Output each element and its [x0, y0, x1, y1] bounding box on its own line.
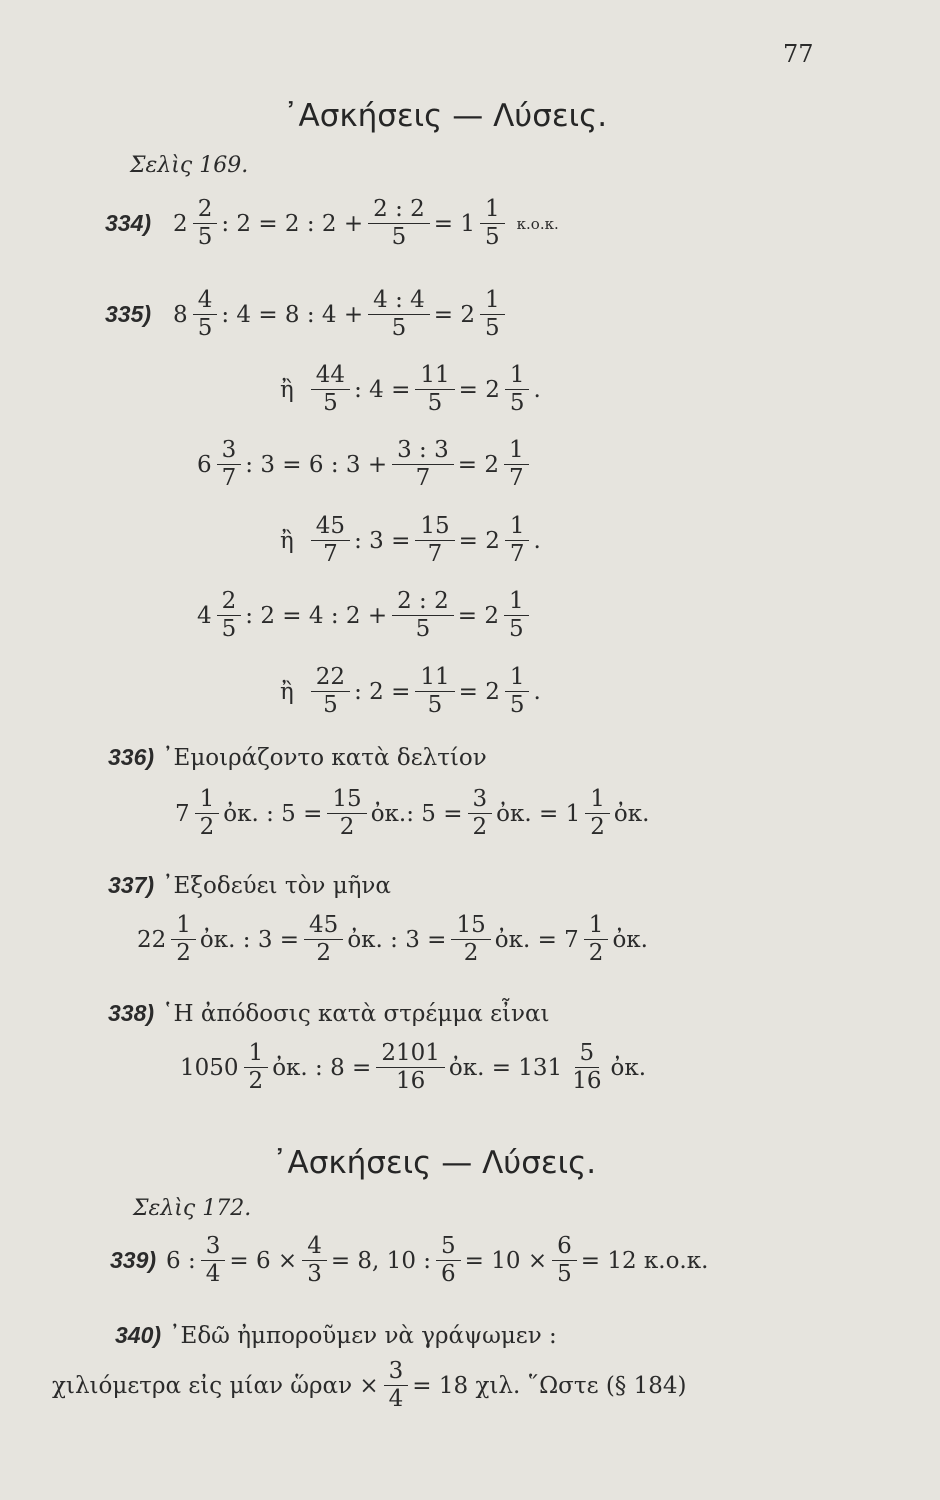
fraction	[368, 287, 430, 342]
fraction	[311, 362, 350, 417]
expression-text: : 2 = 4 : 2 +	[245, 602, 388, 629]
numerator: 1	[584, 912, 609, 940]
fraction	[195, 786, 220, 841]
whole-part: 2	[173, 210, 188, 237]
numerator: 1	[504, 588, 529, 616]
equation-335c	[197, 437, 533, 492]
denominator: 5	[485, 224, 500, 250]
fraction	[311, 664, 350, 719]
denominator: 7	[427, 541, 443, 567]
section-heading: ᾿Ασκήσεις — Λύσεις.	[272, 1145, 597, 1181]
page-number: 77	[783, 40, 814, 68]
numerator: 3 : 3	[392, 437, 454, 465]
numerator: 3	[217, 437, 242, 465]
expression-text: = 2	[457, 602, 499, 629]
numerator: 3	[468, 786, 493, 814]
fraction	[384, 1358, 409, 1413]
fraction	[451, 912, 490, 967]
fraction	[217, 588, 242, 643]
numerator: 1	[505, 513, 530, 541]
problem-number: 338)	[108, 1000, 155, 1026]
denominator: 2	[248, 1068, 264, 1094]
period: .	[533, 678, 541, 705]
equation-335b	[280, 362, 542, 417]
problem-text: ῾Η ἀπόδοσις κατὰ στρέμμα εἶναι	[162, 1000, 550, 1027]
fraction	[415, 513, 454, 568]
numerator: 1	[480, 287, 505, 315]
expression-text: χιλιόμετρα εἰς μίαν ὥραν ×	[52, 1372, 379, 1399]
denominator: 7	[509, 541, 525, 567]
fraction	[392, 437, 454, 492]
equation-337	[137, 912, 649, 967]
denominator: 5	[427, 390, 443, 416]
numerator: 2101	[376, 1040, 445, 1068]
or-word: ἢ	[280, 527, 294, 554]
numerator: 2 : 2	[392, 588, 454, 616]
numerator: 15	[327, 786, 366, 814]
denominator: 5	[509, 692, 525, 718]
numerator: 45	[311, 513, 350, 541]
expression-text: = 2	[458, 527, 500, 554]
numerator: 4	[302, 1233, 327, 1261]
numerator: 11	[415, 362, 454, 390]
section-heading: ᾿Ασκήσεις — Λύσεις.	[283, 98, 608, 134]
problem-text: ᾿Εμοιράζοντο κατὰ δελτίον	[162, 744, 487, 771]
fraction	[504, 588, 529, 643]
expression-text: : 2 =	[354, 678, 411, 705]
numerator: 2	[217, 588, 242, 616]
fraction	[505, 362, 530, 417]
numerator: 1	[585, 786, 610, 814]
denominator: 4	[388, 1386, 404, 1412]
denominator: 5	[391, 315, 407, 341]
numerator: 15	[451, 912, 490, 940]
problem-text: ᾿Εδῶ ἠμποροῦμεν νὰ γράψωμεν :	[169, 1322, 557, 1349]
numerator: 1	[505, 362, 530, 390]
fraction	[436, 1233, 461, 1288]
expression-text: ὀκ. : 3 =	[199, 926, 300, 953]
expression-text: = 1	[433, 210, 475, 237]
denominator: 5	[197, 224, 213, 250]
fraction	[584, 912, 609, 967]
expression-text: : 3 = 6 : 3 +	[245, 451, 388, 478]
fraction	[193, 196, 218, 251]
fraction	[392, 588, 454, 643]
expression-text: ὀκ. : 8 =	[272, 1054, 372, 1081]
expression-text: : 4 = 8 : 4 +	[221, 301, 364, 328]
expression-text: ὀκ.	[612, 926, 648, 953]
numerator: 5	[575, 1040, 600, 1068]
expression-text: = 2	[433, 301, 475, 328]
denominator: 7	[508, 465, 524, 491]
page-reference: Σελὶς 169.	[130, 153, 249, 178]
expression-text: = 2	[458, 376, 500, 403]
fraction	[585, 786, 610, 841]
numerator: 15	[415, 513, 454, 541]
fraction	[505, 664, 530, 719]
fraction	[193, 287, 218, 342]
equation-340	[52, 1358, 687, 1413]
equation-335d	[280, 513, 542, 568]
numerator: 1	[480, 196, 505, 224]
equation-338	[180, 1040, 647, 1095]
numerator: 4 : 4	[368, 287, 430, 315]
denominator: 2	[316, 940, 331, 966]
period: .	[533, 376, 541, 403]
numerator: 4	[193, 287, 218, 315]
denominator: 7	[221, 465, 237, 491]
denominator: 7	[323, 541, 338, 567]
expression-text: = 6 ×	[229, 1247, 298, 1274]
fraction	[480, 287, 505, 342]
etc-note: κ.ο.κ.	[516, 214, 559, 233]
denominator: 2	[588, 940, 604, 966]
problem-340-statement	[115, 1322, 557, 1349]
denominator: 5	[323, 692, 338, 718]
expression-text: = 8, 10 :	[330, 1247, 432, 1274]
expression-text: ὀκ. = 131	[448, 1054, 563, 1081]
whole-part: 6	[197, 451, 212, 478]
problem-number: 340)	[115, 1322, 162, 1348]
expression-text: ὀκ.: 5 =	[370, 800, 463, 827]
denominator: 2	[339, 814, 355, 840]
fraction	[468, 786, 493, 841]
denominator: 5	[391, 224, 407, 250]
expression-text: = 2	[458, 678, 500, 705]
equation-339	[110, 1233, 709, 1288]
denominator: 5	[323, 390, 338, 416]
numerator: 1	[244, 1040, 269, 1068]
whole-part: 8	[173, 301, 188, 328]
problem-336-statement	[108, 744, 487, 771]
equation-335e	[197, 588, 533, 643]
expression-text: ὀκ. : 3 =	[347, 926, 447, 953]
fraction	[327, 786, 366, 841]
problem-number: 335)	[105, 301, 152, 327]
denominator: 2	[199, 814, 215, 840]
fraction	[244, 1040, 269, 1095]
denominator: 6	[441, 1261, 456, 1287]
numerator: 11	[415, 664, 454, 692]
numerator: 1	[504, 437, 529, 465]
equation-336	[175, 786, 650, 841]
equation-334	[105, 196, 560, 251]
fraction	[304, 912, 343, 967]
expression-text: : 4 =	[354, 376, 411, 403]
numerator: 3	[384, 1358, 409, 1386]
numerator: 6	[552, 1233, 577, 1261]
expression-text: = 10 ×	[464, 1247, 548, 1274]
period: .	[533, 527, 541, 554]
numerator: 44	[311, 362, 350, 390]
or-word: ἢ	[280, 376, 294, 403]
problem-number: 336)	[108, 744, 155, 770]
denominator: 5	[415, 616, 431, 642]
problem-number: 334)	[105, 210, 152, 236]
fraction	[171, 912, 196, 967]
denominator: 3	[307, 1261, 322, 1287]
equation-335f	[280, 664, 542, 719]
expression-text: = 12 κ.ο.κ.	[580, 1247, 709, 1274]
denominator: 2	[590, 814, 605, 840]
denominator: 16	[395, 1068, 426, 1094]
denominator: 5	[427, 692, 443, 718]
problem-number: 337)	[108, 872, 155, 898]
expression-text: = 18 χιλ. ῞Ωστε (§ 184)	[412, 1372, 687, 1399]
whole-part: 4	[197, 602, 212, 629]
denominator: 5	[221, 616, 237, 642]
whole-part: 22	[137, 926, 167, 953]
numerator: 1	[195, 786, 220, 814]
denominator: 5	[197, 315, 213, 341]
denominator: 5	[509, 390, 525, 416]
numerator: 2	[193, 196, 218, 224]
whole-part: 1050	[180, 1054, 239, 1081]
expression-text: : 2 = 2 : 2 +	[221, 210, 364, 237]
expression-text: ὀκ. = 1	[496, 800, 581, 827]
denominator: 5	[508, 616, 524, 642]
problem-337-statement	[108, 872, 391, 899]
or-word: ἢ	[280, 678, 294, 705]
fraction	[201, 1233, 226, 1288]
denominator: 4	[205, 1261, 221, 1287]
expression-text: 6 :	[166, 1247, 196, 1274]
fraction	[415, 362, 454, 417]
fraction	[552, 1233, 577, 1288]
denominator: 5	[485, 315, 500, 341]
denominator: 2	[176, 940, 191, 966]
fraction	[217, 437, 242, 492]
denominator: 5	[557, 1261, 572, 1287]
numerator: 5	[436, 1233, 461, 1261]
expression-text: ὀκ. = 7	[494, 926, 579, 953]
denominator: 2	[472, 814, 488, 840]
problem-text: ᾿Εξοδεύει τὸν μῆνα	[162, 872, 391, 899]
denominator: 7	[415, 465, 431, 491]
fraction	[376, 1040, 445, 1095]
whole-part: 7	[175, 800, 190, 827]
problem-338-statement	[108, 1000, 550, 1027]
expression-text: ὀκ.	[610, 1054, 647, 1081]
numerator: 1	[171, 912, 196, 940]
fraction	[505, 513, 530, 568]
equation-335a	[105, 287, 509, 342]
expression-text: : 3 =	[354, 527, 411, 554]
expression-text: ὀκ. : 5 =	[223, 800, 323, 827]
numerator: 45	[304, 912, 343, 940]
denominator: 2	[463, 940, 479, 966]
expression-text: ὀκ.	[613, 800, 650, 827]
problem-number: 339)	[110, 1247, 157, 1273]
numerator: 3	[201, 1233, 226, 1261]
fraction	[504, 437, 529, 492]
fraction	[368, 196, 430, 251]
fraction	[567, 1040, 606, 1095]
denominator: 16	[572, 1068, 602, 1094]
numerator: 1	[505, 664, 530, 692]
fraction	[480, 196, 505, 251]
fraction	[302, 1233, 327, 1288]
numerator: 22	[311, 664, 350, 692]
fraction	[415, 664, 454, 719]
fraction	[311, 513, 350, 568]
page-reference: Σελὶς 172.	[133, 1196, 252, 1221]
expression-text: = 2	[457, 451, 499, 478]
numerator: 2 : 2	[368, 196, 430, 224]
